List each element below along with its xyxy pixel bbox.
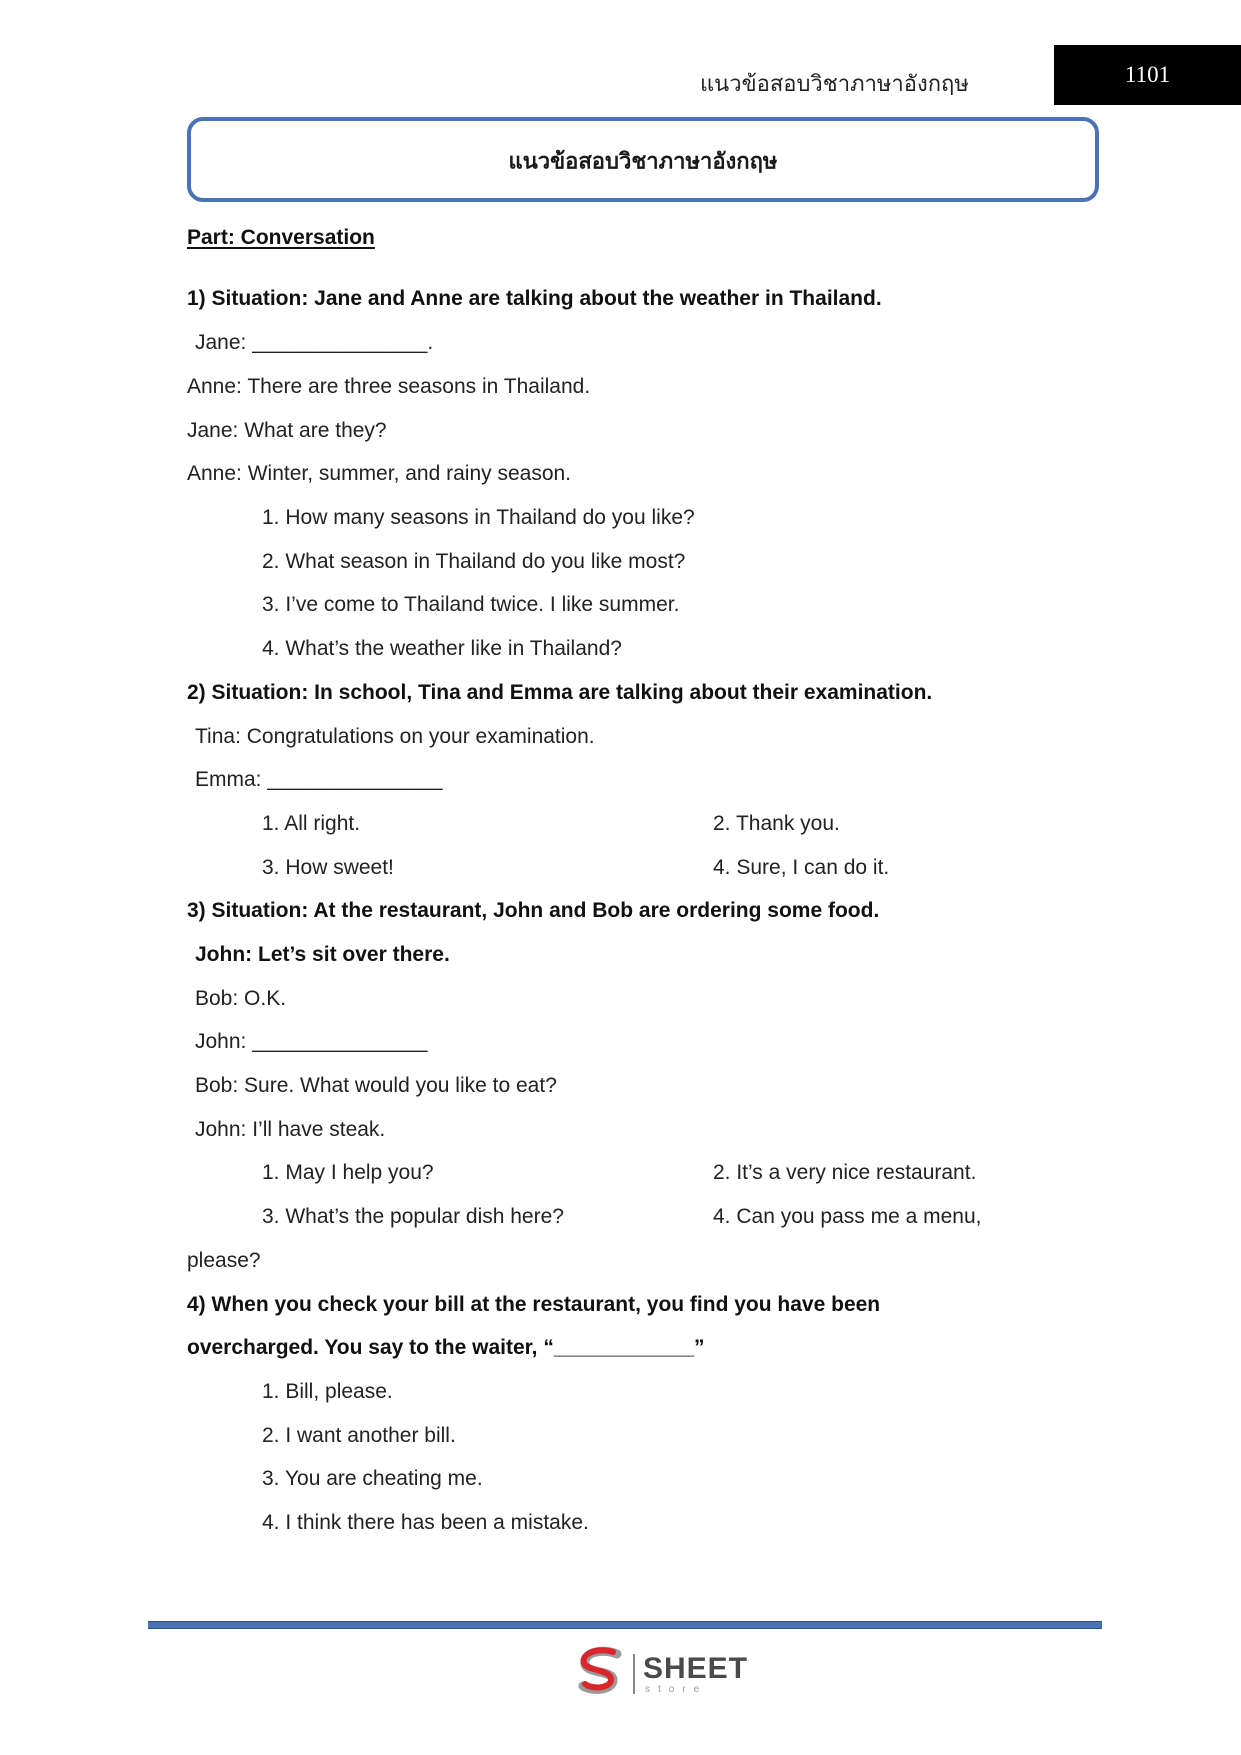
question-4-heading-cont: overcharged. You say to the waiter, “____________” (187, 1336, 705, 1359)
answer-option: 3. I’ve come to Thailand twice. I like summer. (262, 593, 680, 616)
answer-option: 2. I want another bill. (262, 1424, 456, 1447)
question-1-heading: 1) Situation: Jane and Anne are talking about the weather in Thailand. (187, 287, 882, 310)
dialogue-line: John: Let’s sit over there. (195, 943, 450, 966)
header-title: แนวข้อสอบวิชาภาษาอังกฤษ (700, 72, 969, 97)
question-3-heading: 3) Situation: At the restaurant, John and Bob are ordering some food. (187, 899, 880, 922)
answer-option: 3. You are cheating me. (262, 1467, 483, 1490)
dialogue-line: Jane: What are they? (187, 419, 387, 442)
answer-option: 1. May I help you? (262, 1161, 434, 1184)
answer-option-continuation: please? (187, 1249, 261, 1272)
logo-subtext: store (645, 1684, 708, 1695)
answer-option: 2. Thank you. (713, 812, 840, 835)
part-label: Part: Conversation (187, 226, 375, 249)
sheet-store-logo (573, 1644, 753, 1700)
dialogue-line: John: I’ll have steak. (195, 1118, 386, 1141)
answer-option: 1. Bill, please. (262, 1380, 393, 1403)
answer-option: 2. It’s a very nice restaurant. (713, 1161, 977, 1184)
dialogue-line: Emma: _______________ (195, 768, 443, 791)
page-number: 1101 (1054, 45, 1241, 105)
title-box (187, 117, 1099, 202)
answer-option: 3. What’s the popular dish here? (262, 1205, 564, 1228)
answer-option: 4. I think there has been a mistake. (262, 1511, 589, 1534)
answer-option: 3. How sweet! (262, 856, 394, 879)
question-2-heading: 2) Situation: In school, Tina and Emma are talking about their examination. (187, 681, 933, 704)
answer-option: 4. What’s the weather like in Thailand? (262, 637, 622, 660)
answer-option: 1. All right. (262, 812, 361, 835)
answer-option: 4. Can you pass me a menu, (713, 1205, 982, 1228)
answer-option: 1. How many seasons in Thailand do you like? (262, 506, 695, 529)
footer-rule (148, 1621, 1102, 1629)
logo-s-icon (573, 1644, 629, 1700)
dialogue-line: Bob: O.K. (195, 987, 287, 1010)
document-title: แนวข้อสอบวิชาภาษาอังกฤษ (508, 149, 778, 175)
dialogue-line: Tina: Congratulations on your examination. (195, 725, 595, 748)
dialogue-line: Bob: Sure. What would you like to eat? (195, 1074, 557, 1097)
logo-divider (633, 1654, 635, 1694)
dialogue-line: Anne: Winter, summer, and rainy season. (187, 462, 572, 485)
answer-option: 2. What season in Thailand do you like most? (262, 550, 686, 573)
logo-wordmark: SHEET (643, 1652, 749, 1685)
answer-option: 4. Sure, I can do it. (713, 856, 890, 879)
question-4-heading: 4) When you check your bill at the restaurant, you find you have been (187, 1293, 881, 1316)
dialogue-line: Jane: _______________. (195, 331, 434, 354)
dialogue-line: John: _______________ (195, 1030, 428, 1053)
dialogue-line: Anne: There are three seasons in Thailand. (187, 375, 591, 398)
